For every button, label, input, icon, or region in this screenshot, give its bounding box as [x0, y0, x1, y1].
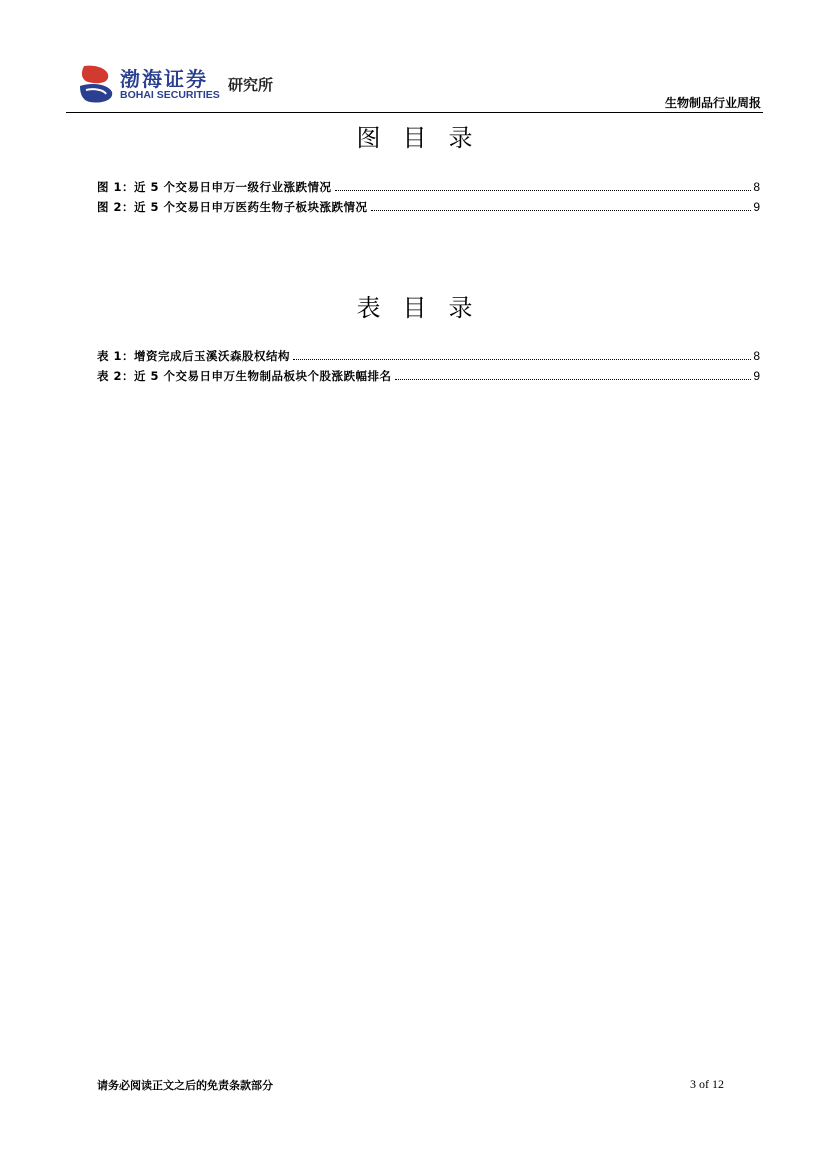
toc-entry-label: 表 2：近 5 个交易日申万生物制品板块个股涨跌幅排名 [97, 369, 392, 383]
toc-leader [395, 379, 752, 380]
toc-entry[interactable] [97, 343, 760, 363]
toc-entry-page: 8 [753, 180, 760, 194]
toc-entry-label: 表 1：增资完成后玉溪沃森股权结构 [97, 349, 291, 363]
logo-chinese-name: 渤海证券 [120, 67, 208, 91]
page-header [66, 60, 763, 114]
toc-leader [293, 359, 751, 360]
bohai-logo-icon [78, 64, 114, 104]
logo-english-name: BOHAI SECURITIES [120, 89, 220, 101]
table-list-title: 表目录 [356, 294, 495, 322]
footer-page-number: 3 of 12 [690, 1077, 724, 1091]
footer-disclaimer: 请务必阅读正文之后的免责条款部分 [97, 1079, 273, 1092]
toc-entry-label: 图 2：近 5 个交易日申万医药生物子板块涨跌情况 [97, 200, 368, 214]
toc-entry-page: 9 [753, 369, 760, 383]
table-list [97, 343, 760, 383]
toc-entry-page: 8 [753, 349, 760, 363]
toc-entry[interactable] [97, 174, 760, 194]
toc-leader [371, 210, 752, 211]
header-divider [66, 112, 763, 113]
institute-name: 研究所 [228, 76, 274, 94]
figure-list [97, 174, 760, 214]
toc-entry-label: 图 1：近 5 个交易日申万一级行业涨跌情况 [97, 180, 332, 194]
toc-entry[interactable] [97, 194, 760, 214]
report-type: 生物制品行业周报 [664, 96, 761, 110]
toc-entry-page: 9 [753, 200, 760, 214]
toc-entry[interactable] [97, 363, 760, 383]
toc-leader [335, 190, 752, 191]
figure-list-title: 图目录 [356, 124, 495, 152]
